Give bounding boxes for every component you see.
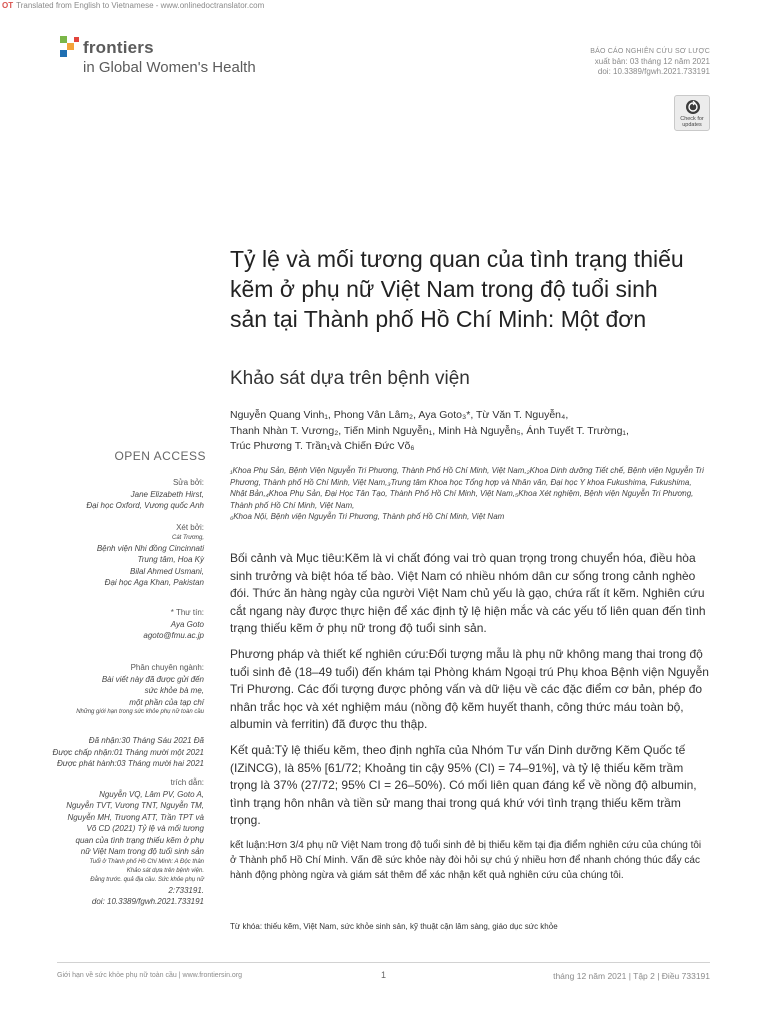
- citation-text: Nguyễn MH, Trương ATT, Trần TPT và: [67, 812, 204, 822]
- specialty-label: Phân chuyên ngành:: [130, 663, 204, 672]
- page-number: 1: [381, 970, 387, 980]
- accepted-date: Được chấp nhận:01 Tháng mười một 2021: [52, 747, 204, 757]
- affiliations-last: ₆Khoa Nội, Bệnh viện Nguyễn Tri Phương, Thành phố Hồ Chí Minh, Việt Nam: [230, 512, 505, 521]
- affiliations: [230, 465, 710, 523]
- abstract-paragraph: Phương pháp và thiết kế nghiên cứu:Đối tượng mẫu là phụ nữ không mang thai trong độ tuổi sinh đẻ (18–49 tuổi) đến khám tại Phòng khám Ngoại trú Phụ khoa Bệnh viện Nguyễn Tri Phương. Các đối tượng được phỏng vấn và dữ liệu về các đặc điểm cơ bản, phép đo nhân trắc học và xét nghiệm máu (nồng độ kẽm huyết thanh, công thức máu toàn bộ, albumin và ferritin) đã được thu thập.: [230, 647, 709, 731]
- citation-text: Đằng trước. quả địa cầu. Sức khỏe phụ nữ: [90, 876, 204, 883]
- abstract-conclusion: [230, 838, 710, 883]
- article-subtitle: Khảo sát dựa trên bệnh viện: [230, 368, 470, 389]
- citation-label: trích dẫn:: [170, 778, 204, 787]
- footer-issue-info: tháng 12 năm 2021 | Tập 2 | Điều 733191: [553, 971, 710, 981]
- published-date: xuất bản: 03 tháng 12 năm 2021: [594, 57, 710, 66]
- reviewer-affiliation: Đại học Aga Khan, Pakistan: [104, 578, 204, 587]
- citation-text: quan của tình trạng thiếu kẽm ở phụ: [75, 835, 204, 845]
- citation-text: Nguyễn VQ, Lâm PV, Goto A,: [99, 789, 204, 799]
- correspondence-email[interactable]: agoto@fmu.ac.jp: [143, 631, 204, 640]
- authors-line[interactable]: Trúc Phương T. Trần₁và Chiến Đức Võ₆: [230, 440, 415, 452]
- sidebar-citation: [4, 777, 204, 908]
- authors-line[interactable]: Thanh Nhàn T. Vương₂, Tiến Minh Nguyễn₁, Minh Hà Nguyễn₅, Ánh Tuyết T. Trường₁,: [230, 424, 629, 437]
- citation-text: Võ CD (2021) Tỷ lệ và mối tương: [86, 824, 204, 833]
- open-access-label: OPEN ACCESS: [114, 449, 206, 463]
- keywords: Từ khóa: thiếu kẽm, Việt Nam, sức khỏe sinh sản, kỹ thuật cận lâm sàng, giáo dục sức khỏe: [230, 922, 558, 931]
- abstract-paragraph: Bối cảnh và Mục tiêu:Kẽm là vi chất đóng vai trò quan trọng trong chuyển hóa, điều hòa sinh trưởng và biệt hóa tế bào. Việt Nam có nhiều nhóm dân cư sống trong cảnh nghèo đói. Thức ăn hàng ngày của người Việt Nam chủ yếu là gạo, chứa rất ít kẽm. Nghiên cứu cắt ngang này được thực hiện để xác định tỷ lệ hiện mắc và các yếu tố liên quan đến tình trạng thiếu kẽm ở phụ nữ trong độ tuổi sinh sản.: [230, 551, 706, 635]
- citation-doi[interactable]: doi: 10.3389/fgwh.2021.733191: [91, 897, 204, 906]
- received-date: Đã nhận:30 Tháng Sáu 2021 Đã: [88, 736, 204, 745]
- sidebar-reviewers: [4, 522, 204, 589]
- editor-name[interactable]: Jane Elizabeth Hirst,: [130, 489, 204, 499]
- reviewed-by-label: Xét bởi:: [176, 523, 204, 532]
- article-title: Tỷ lệ và mối tương quan của tình trạng thiếu kẽm ở phụ nữ Việt Nam trong độ tuổi sinh sản tại Thành phố Hồ Chí Minh: Một đơn: [230, 246, 684, 332]
- article-meta: [590, 47, 710, 77]
- editor-affiliation: Đại học Oxford, Vương quốc Anh: [86, 501, 204, 510]
- abstract-background: [230, 550, 710, 638]
- reviewer-name[interactable]: Cát Trương,: [172, 534, 204, 541]
- correspondence-name: Aya Goto: [170, 619, 204, 629]
- correspondence-label: * Thư tín:: [170, 608, 204, 617]
- citation-text: Tuổi ở Thành phố Hồ Chí Minh: A Độc thân: [89, 858, 204, 865]
- citation-text: Nguyễn TVT, Vương TNT, Nguyễn TM,: [66, 801, 204, 810]
- translation-banner[interactable]: [0, 0, 264, 11]
- frontiers-logo-icon: [57, 34, 83, 60]
- citation-text: nữ Việt Nam trong độ tuổi sinh sản: [80, 847, 204, 856]
- check-updates-label: Check for updates: [680, 116, 704, 128]
- sidebar-specialty: [4, 662, 204, 717]
- check-for-updates-button[interactable]: [674, 95, 710, 131]
- journal-name: in Global Women's Health: [83, 59, 256, 76]
- specialty-text: một phần của tạp chí: [129, 697, 204, 707]
- reviewer-affiliation: Trung tâm, Hoa Kỳ: [137, 555, 204, 564]
- citation-text: Khảo sát dựa trên bệnh viện.: [126, 867, 204, 874]
- authors-line[interactable]: Nguyễn Quang Vinh₁, Phong Vân Lâm₂, Aya Goto₃*, Từ Văn T. Nguyễn₄,: [230, 409, 569, 421]
- reviewer-name[interactable]: Bilal Ahmed Usmani,: [130, 566, 204, 576]
- affiliations-text: ₁Khoa Phụ Sản, Bệnh Viện Nguyễn Tri Phương, Thành Phố Hồ Chí Minh, Việt Nam,₂Khoa Dinh dưỡng Tiết chế, Bệnh viện Nguyễn Tri Phương, Thành phố Hồ Chí Minh, Việt Nam,₃Trung tâm Khoa học Tổng hợp và Nhân văn, Đại học Y khoa Fukushima, Fukushima, Nhật Bản,₄Khoa Phụ Sản, Đại Học Tân Tạo, Thành Phố Hồ Chí Minh, Việt Nam,₅Khoa Xét nghiệm, Bệnh viện Nguyễn Tri Phương, Thành phố Hồ Chí Minh, Việt Nam,: [230, 466, 704, 510]
- abstract-paragraph: Kết quả:Tỷ lệ thiếu kẽm, theo định nghĩa của Nhóm Tư vấn Dinh dưỡng Kẽm Quốc tế (IZiNCG), là 85% [61/72; Khoảng tin cậy 95% (CI) = 74–91%], và tỷ lệ thiếu kẽm trầm trọng là 37% (27/72; 95% CI = 26–50%). Có mối liên quan đáng kể về nồng độ albumin, tình trạng hôn nhân và tiền sử mang thai trong quá khứ với tình trạng thiếu kẽm trầm trọng.: [230, 743, 697, 827]
- brand-name: frontiers: [83, 38, 154, 57]
- journal-logo[interactable]: [57, 34, 317, 78]
- article-type: BÁO CÁO NGHIÊN CỨU SƠ LƯỢC: [590, 48, 710, 55]
- sidebar-correspondence: [4, 607, 204, 642]
- specialty-text: Bài viết này đã được gửi đến: [101, 674, 204, 684]
- translator-icon: OT: [2, 1, 14, 10]
- reviewer-affiliation: Bệnh viện Nhi đồng Cincinnati: [96, 543, 204, 553]
- edited-by-label: Sửa bởi:: [172, 478, 204, 487]
- abstract-paragraph: kết luận:Hơn 3/4 phụ nữ Việt Nam trong độ tuổi sinh đẻ bị thiếu kẽm tại địa điểm nghiên cứu của chúng tôi ở Thành phố Hồ Chí Minh. Vấn đề sức khỏe này đòi hỏi sự chú ý nhiều hơn để nhanh chóng thúc đẩy các hành động phòng ngừa và giám sát thêm để xác nhận kết quả nghiên cứu của chúng tôi.: [230, 840, 702, 881]
- abstract-methods: [230, 646, 710, 734]
- specialty-journal: Những giới hạn trong sức khỏe phụ nữ toàn cầu: [76, 709, 204, 715]
- published-date-side: Được phát hành:03 Tháng mười hai 2021: [56, 759, 204, 768]
- footer-divider: [57, 962, 710, 963]
- footer-journal-link[interactable]: Giới hạn về sức khỏe phụ nữ toàn cầu | www.frontiersin.org: [57, 972, 243, 979]
- sidebar-editor: [4, 477, 204, 512]
- specialty-text: sức khỏe bà mẹ,: [144, 686, 204, 695]
- check-updates-icon: [685, 99, 701, 115]
- article-doi[interactable]: doi: 10.3389/fgwh.2021.733191: [597, 67, 710, 76]
- author-list[interactable]: [230, 408, 710, 455]
- sidebar-dates: [4, 735, 204, 770]
- abstract-results: [230, 742, 710, 830]
- translation-banner-text[interactable]: Translated from English to Vietnamese - www.onlinedoctranslator.com: [16, 1, 265, 10]
- citation-text: 2:733191.: [168, 885, 204, 895]
